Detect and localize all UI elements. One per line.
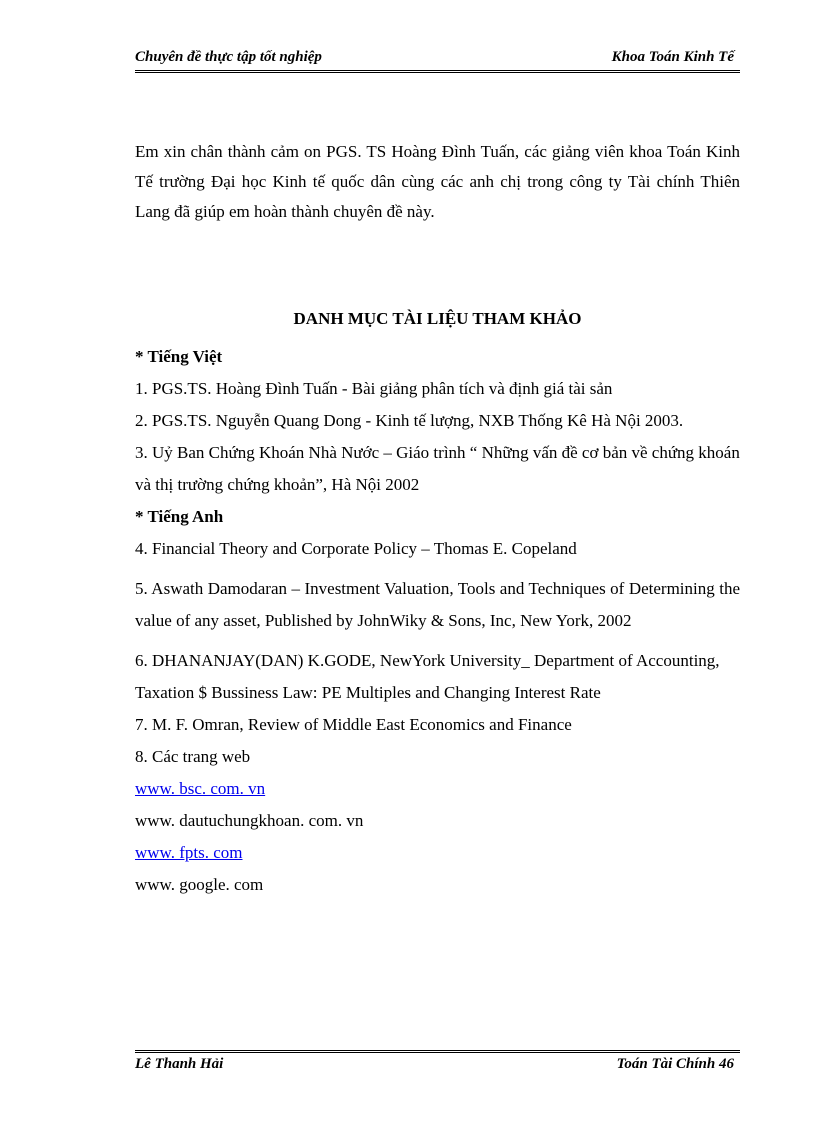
footer-author: Lê Thanh Hải (135, 1056, 224, 1072)
reference-item-3: 3. Uỷ Ban Chứng Khoán Nhà Nước – Giáo trình “ Những vấn đề cơ bản về chứng khoán và thị trường chứng khoản”, Hà Nội 2002 (135, 443, 740, 494)
website-text-dautuchungkhoan: www. dautuchungkhoan. com. vn (135, 811, 364, 830)
header-right-title: Khoa Toán Kinh Tế (611, 49, 734, 65)
references-title: DANH MỤC TÀI LIỆU THAM KHẢO (293, 309, 582, 328)
page-header (135, 46, 740, 70)
reference-item-8: 8. Các trang web (135, 747, 251, 766)
header-rule (135, 70, 740, 73)
reference-item-5: 5. Aswath Damodaran – Investment Valuation, Tools and Techniques of Determining the value of any asset, Published by JohnWiky & Sons, Inc, New York, 2002 (135, 579, 740, 630)
footer-rule (135, 1050, 740, 1053)
reference-item-7: 7. M. F. Omran, Review of Middle East Economics and Finance (135, 715, 572, 734)
page-content (135, 137, 740, 894)
reference-item-6: 6. DHANANJAY(DAN) K.GODE, NewYork University_ Department of Accounting, Taxation $ Bussiness Law: PE Multiples and Changing Interest Rate (135, 651, 720, 702)
section-english: * Tiếng Anh (135, 507, 224, 526)
reference-item-4: 4. Financial Theory and Corporate Policy – Thomas E. Copeland (135, 539, 577, 558)
acknowledgement-paragraph: Em xin chân thành cảm on PGS. TS Hoàng Đình Tuấn, các giảng viên khoa Toán Kinh Tế trường Đại học Kinh tế quốc dân cùng các anh chị trong công ty Tài chính Thiên Lang đã giúp em hoàn thành chuyên đề này. (135, 142, 740, 221)
website-link-fpts[interactable]: www. fpts. com (135, 843, 243, 862)
reference-item-2: 2. PGS.TS. Nguyễn Quang Dong - Kinh tế lượng, NXB Thống Kê Hà Nội 2003. (135, 411, 684, 430)
website-text-google: www. google. com (135, 875, 264, 894)
section-vietnamese: * Tiếng Việt (135, 347, 223, 366)
footer-page-label: Toán Tài Chính 46 (616, 1056, 734, 1072)
header-left-title: Chuyên đề thực tập tốt nghiệp (135, 49, 322, 65)
references-list (135, 341, 740, 901)
website-link-bsc[interactable]: www. bsc. com. vn (135, 779, 266, 798)
reference-item-1: 1. PGS.TS. Hoàng Đình Tuấn - Bài giảng phân tích và định giá tài sản (135, 379, 613, 398)
